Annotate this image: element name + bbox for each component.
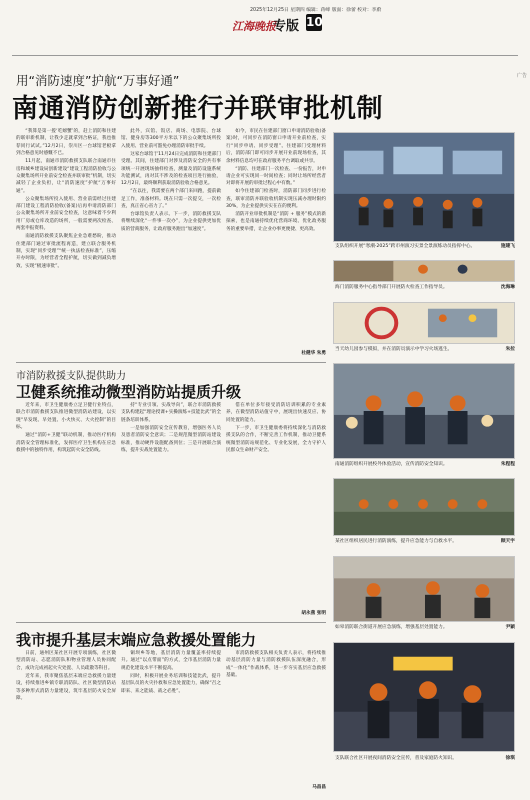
paragraph: 市消防救援支队相关负责人表示，将持续推动基层消防力量与消防救援队伍深度融合，形成“一体化”作战体系，进一步夯实基层应急救援基础。: [226, 651, 326, 679]
photo-image: [334, 479, 514, 535]
photo-image: [334, 557, 514, 621]
section-rule: [16, 622, 326, 623]
section2-title: 卫健系统推动微型消防站提质升级: [16, 383, 242, 401]
paragraph: “在以往，我需要在两个部门来回跑，提前做足工作，准备材料。现在只需一次提交，一次检查，真正省心省力了。”: [121, 189, 221, 210]
section2-column-3: [226, 402, 326, 608]
photo-credit: 徐琪: [505, 756, 515, 761]
paragraph: 消防开业审批机制是“消防 + 服务”模式的新探索，也是南通持续优化营商环境、优化政务服务的重要举措，让企业办事更便捷、更高效。: [226, 211, 326, 232]
photo-community-drill: [333, 478, 515, 536]
paragraph: 通过“消防+卫健”联动机制，推动医疗机构消防安全管理标准化，发挥医疗卫生机构在应急救援中的独特作用，构筑起防火安全防线。: [16, 433, 116, 453]
masthead: [0, 0, 530, 58]
paragraph: 如今，市民在住建部门窗口申请消防验收(备案)时，可同步在消防窗口申请开业前检查，实行“同步申请、同步受理”。住建部门受理材料后，消防部门即可同步开展开业前现场检查，其余材料信息均可在政府服务平台调取或共享。: [226, 129, 326, 164]
paragraph: 一是加强消防安全宣传教育，增强医务人员及患者消防安全意识；二是规范微型消防站建设标准，推动硬件设施配备到位；三是开展联合演练，提升实战处置能力。: [121, 425, 221, 453]
section3-column-3: [226, 650, 326, 780]
section3-column-1: [16, 650, 116, 788]
lead-column-2: [121, 128, 221, 356]
photo-caption: 支队联合社区开展夜间消防安全宣传，普及家庭防火知识。 徐琪: [335, 756, 515, 761]
photo-image: [334, 643, 514, 751]
paragraph: 近年来，我市聚焦基层末端应急救援力量建设，持续推进乡镇专职消防队、社区微型消防站等多种形式消防力量建设，筑牢基层防火安全屏障。: [16, 673, 116, 701]
photo-caption: 如皋消防联合街道开展应急演练，增强基层处置能力。 尹颖: [335, 625, 515, 630]
paragraph: 这家台球馆于11月24日完成消防和住建部门受理。其间，住建部门对涉及消防安全的共有事项统一开展现场抽样检查，测量及消防设施系统功能测试，再对其不涉及的检查项目进行抽验，12月2日，最终顺利获取消防验收合格意见。: [121, 151, 221, 187]
section-rule: [16, 362, 326, 363]
ad-mark: 广告: [516, 73, 527, 79]
photo-credit: 施建飞: [500, 244, 515, 249]
photo-outreach: [333, 363, 515, 459]
section3-column-2: [121, 650, 221, 788]
photo-drill-command: [333, 132, 515, 242]
photo-inspection: [333, 260, 515, 282]
masthead-rule: [12, 55, 518, 56]
newspaper-logo: 江海晚报: [232, 20, 276, 33]
lead-column-3: [226, 128, 326, 348]
section3-byline: 马昌昌: [312, 785, 326, 790]
lead-headline: 南通消防创新推行并联审批机制: [12, 94, 384, 124]
paragraph: 11月起，南通市消防救援支队联合南通市住房和城乡建设局创新建设“建设工程消防验收与公众聚集场所开业前安全检查并联审批”机制，切实减轻了企业负担，让“消防速度”护航“万事好通”。: [16, 159, 116, 194]
paragraph: 南通消防救援支队聚焦企业急难愁盼，推动住建部门通过审批流程再造，建立联合服务机制，实现“同步受理”“统一执法检查标准”，压缩开办时限，为经营者全程护航，切实做到减负增效、实现“极速审批”。: [16, 234, 116, 269]
lead-kicker: 用“消防速度”护航“万事好通”: [16, 73, 180, 88]
photo-image: [334, 261, 514, 281]
lead-byline: 杜健华 朱勇: [301, 351, 326, 356]
photo-caption: 海门消防服务中心指导部门开展防火检查工作指导员。 沈海琳: [335, 285, 515, 290]
section2-kicker: 市消防救援支队提供助力: [16, 371, 126, 382]
photo-image: [334, 133, 514, 241]
paragraph: 日前，通州区某社区开展专项演练，社区微型消防站、志愿消防队和物业管理人员协同配合，成功完成初起火灾处置、人员疏散等科目。: [16, 651, 116, 671]
paragraph: 近年来，市卫生健康委立足卫健行业特点，联合市消防救援支队推进微型消防站建设，以实现“早发现、早处置、小火快灭、大火控制”的目标。: [16, 403, 116, 431]
photo-caption: 南通消防组织开展校外体验活动，宣传消防安全知识。 朱程程: [335, 462, 515, 467]
paragraph: 铜坝乡等地，基层消防力量覆盖率持续提升。通过“以点带面”的方式，全市基层消防力量规范化建设水平不断提高。: [121, 651, 221, 671]
photo-caption: 某社区组织居民进行消防演练，提升应急能力与自救水平。 顾天宇: [335, 539, 515, 544]
photo-credit: 沈海琳: [500, 285, 515, 290]
photo-image: [334, 303, 514, 343]
paragraph: 此外，宾馆、饭店、商场、电影院、台球馆、健身房等300平方米以下的公众聚集场所投入使用、营业前可豁免办理消防审批手续。: [121, 129, 221, 149]
section2-column-2: [121, 402, 221, 618]
paragraph: 持“专业引领、实战导向”，联合市消防救援支队构建起“理论授课+实操演练+技能比武”的全链条培训体系。: [121, 403, 221, 423]
page-number: 10: [306, 15, 323, 29]
section2-column-1: [16, 402, 116, 618]
paragraph: 台球馆负责人表示。下一步，消防救援支队将继续深化“一件事一次办”，为企业提供更加优质的营商服务，让政府服务跑出“加速度”。: [121, 211, 221, 232]
paragraph: 如今住建部门检查时，消防部门同步进行检查，联审消防并联验收机制实现压减办理时限约30%，为企业提供实实在在的便利。: [226, 189, 326, 210]
photo-credit: 朱拉: [505, 347, 515, 352]
section3-title: 我市提升基层末端应急救援处置能力: [16, 631, 257, 649]
photo-street-drill: [333, 556, 515, 622]
issue-meta: 2025年12月25日 星期四 编辑：蒋峰 版面：徐蕾 校对：李蔚: [250, 8, 382, 13]
photo-credit: 顾天宇: [500, 539, 515, 544]
photo-caption: 支队组织开展“寒潮·2025”跨市州演习实景全景演练动员指挥中心。 施建飞: [335, 244, 515, 249]
paragraph: 同时，积极开展业务培训和技能比武，提升基层队员的火灾扑救和应急处置能力，确保“召之即来、来之能战、战之必胜”。: [121, 673, 221, 694]
section-name: 专版: [273, 19, 300, 34]
paragraph: 借在单位多年接受消防培训积累的专业素养，在微型消防站值守中，展现出快速反应、协同处置的能力。: [226, 403, 326, 423]
photo-caption: 当天幼儿园参与模拟，并在消防员演示中学习火场逃生。 朱拉: [335, 347, 515, 352]
photo-credit: 朱程程: [500, 462, 515, 467]
paragraph: “消防、住建部门一次检查、一份报告，对申请企业可实现同一时间检查；同时让场所经营者对即将开展的审批过程心中有数。”: [226, 166, 326, 187]
photo-credit: 尹颖: [505, 625, 515, 630]
paragraph: 公众聚集场所投入使用、营业前需经过住建部门建设工程消防验收(备案)后再申请消防部门公众聚集场所开业前安全检查，这意味着不少利用厂房或仓库改造的场所，一般需要两次检查、两套申报资料。: [16, 196, 116, 232]
paragraph: “我算是第一拨‘吃螃蟹’的，赶上消防和住建的联审新机制，让我少走就拿到合格证，我也推荐同行试试。”12月2日，崇川区一台球馆老板拿到合格意见时感慨不已。: [16, 129, 116, 157]
photo-kindergarten-drill: [333, 302, 515, 344]
photo-image: [334, 364, 514, 458]
section2-byline: 胡永燕 张明: [301, 611, 326, 616]
lead-column-1: [16, 128, 116, 356]
paragraph: 下一步，市卫生健康委将持续深化与消防救援支队的合作，不断完善工作机制，推动卫健系统微型消防站规范化、专业化发展，全力守护人民群众生命财产安全。: [226, 425, 326, 453]
photo-night-outreach: [333, 642, 515, 752]
